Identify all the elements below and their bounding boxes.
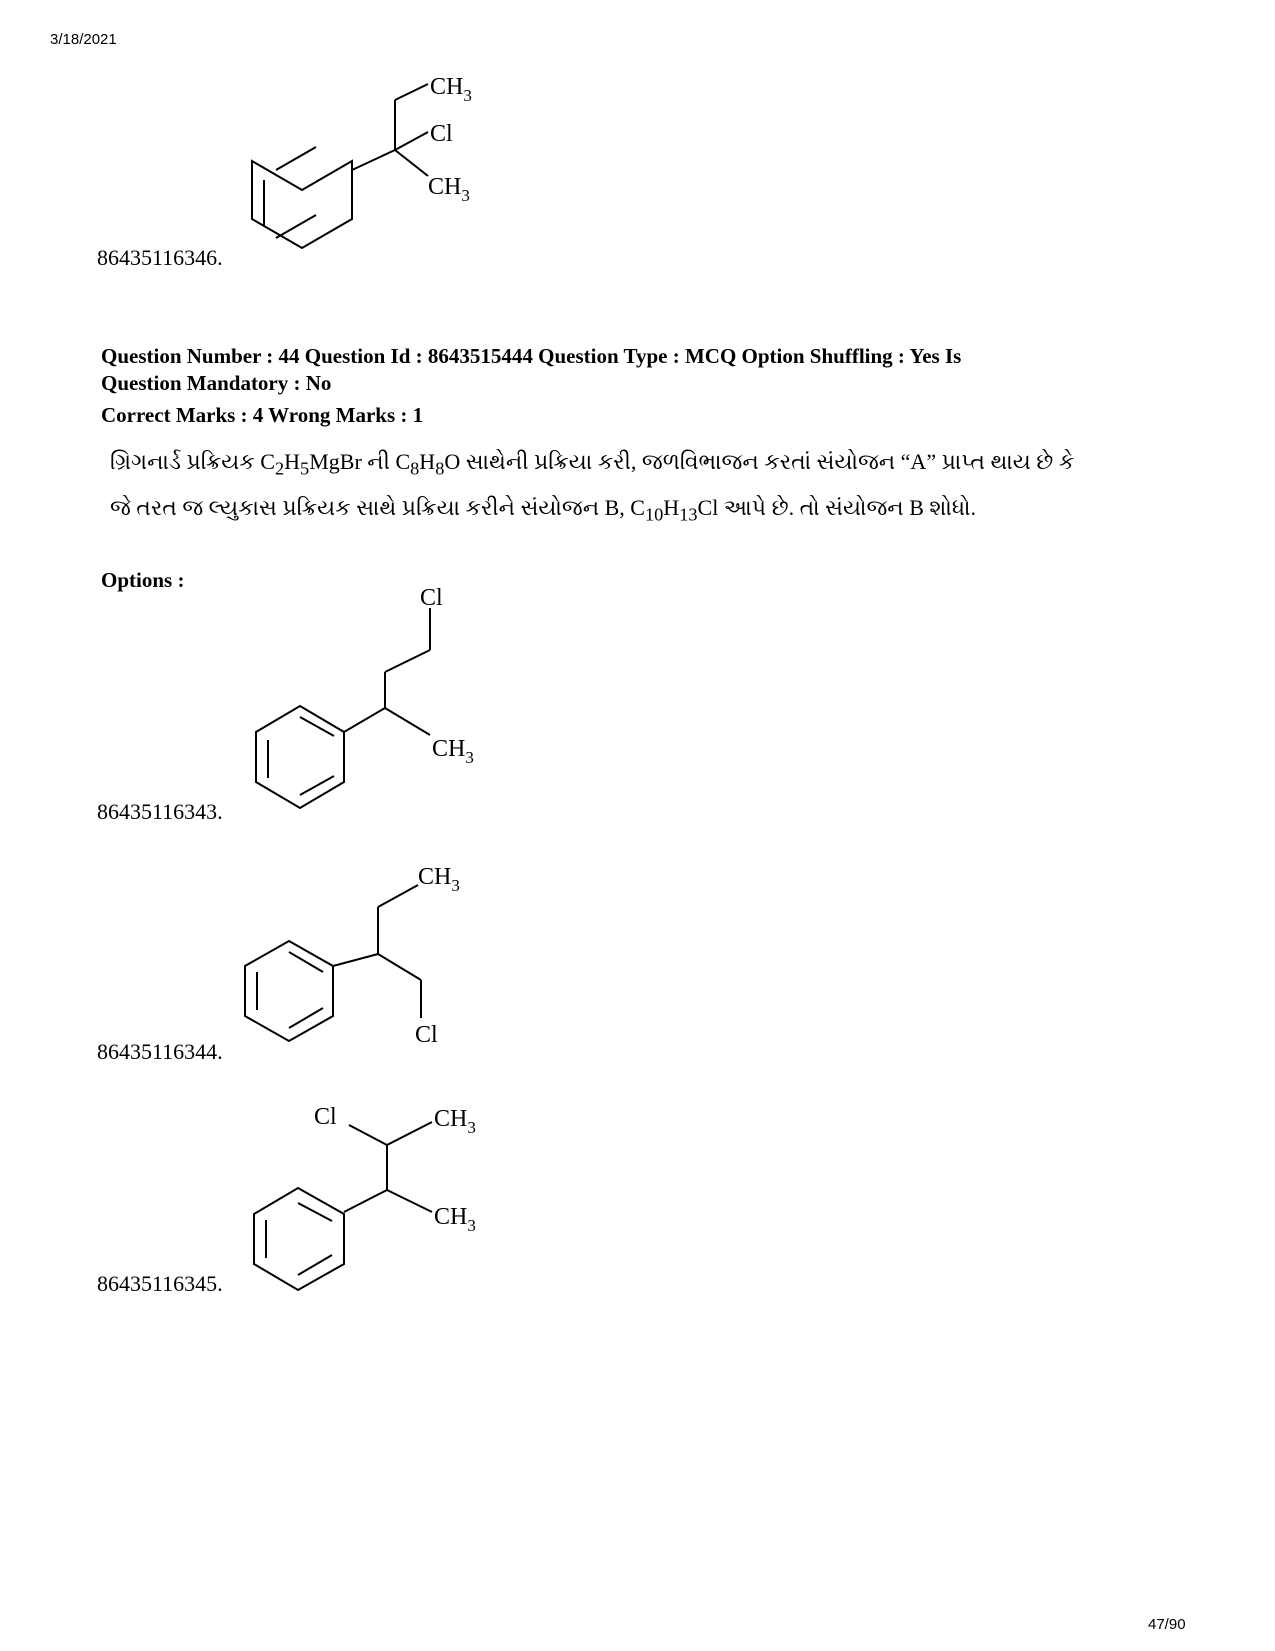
structure-option-2[interactable] <box>243 860 503 1050</box>
structure-option-1[interactable] <box>252 580 512 815</box>
bond <box>395 84 428 100</box>
bond <box>395 150 428 176</box>
option-id-3[interactable]: 86435116345. <box>97 1271 223 1296</box>
question-text-line2: જે તરત જ લ્યુકાસ પ્રક્રિયક સાથે પ્રક્રિયા કરીને સંયોજન B, $C_{10}H_{13}Cl$ આપે છે. તો સંયોજન B શોધો. <box>110 495 977 525</box>
svg-text:CH3: $CH_3$ <box>430 74 472 105</box>
bond <box>385 650 430 672</box>
svg-text:CH3: $CH_3$ <box>434 1204 476 1235</box>
bond <box>395 132 428 150</box>
bond <box>378 885 418 907</box>
bond <box>349 1125 387 1145</box>
bond <box>333 954 378 966</box>
benzene-ring <box>256 706 344 808</box>
svg-text:Cl: Cl <box>430 121 453 147</box>
bond <box>378 954 421 980</box>
svg-text:Cl: Cl <box>415 1022 438 1048</box>
option-id-2[interactable]: 86435116344. <box>97 1039 223 1064</box>
page-number: 47/90 <box>1148 1616 1186 1633</box>
question-marks: Correct Marks : 4 Wrong Marks : 1 <box>101 403 424 427</box>
bond <box>352 150 395 170</box>
bond <box>344 708 385 732</box>
svg-text:Cl: Cl <box>420 585 443 611</box>
question-meta-line2: Question Mandatory : No <box>101 371 332 395</box>
benzene-ring <box>245 941 333 1041</box>
bond <box>387 1190 432 1212</box>
bond <box>387 1122 432 1145</box>
print-date: 3/18/2021 <box>50 31 117 48</box>
option-id-prev: 86435116346. <box>97 245 223 270</box>
question-meta-line1: Question Number : 44 Question Id : 8643515444 Question Type : MCQ Option Shuffling : Yes Is <box>101 344 962 368</box>
svg-text:CH3: $CH_3$ <box>434 1106 476 1137</box>
bond <box>385 708 430 735</box>
structure-prev-option <box>250 70 510 260</box>
question-text-line1: ગ્રિગનાર્ડ પ્રક્રિયક $C_2H_5MgBr$ ની $C_8H_8O$ સાથેની પ્રક્રિયા કરી, જળવિભાજન કરતાં સંયોજન “A” પ્રાપ્ત થાય છે કે <box>110 449 1075 479</box>
options-label: Options : <box>101 568 185 592</box>
structure-option-3[interactable] <box>252 1100 512 1290</box>
benzene-ring <box>252 161 352 248</box>
svg-text:CH3: $CH_3$ <box>418 864 460 895</box>
option-id-1[interactable]: 86435116343. <box>97 799 223 824</box>
svg-text:CH3: $CH_3$ <box>432 736 474 767</box>
svg-text:CH3: $CH_3$ <box>428 174 470 205</box>
svg-text:Cl: Cl <box>314 1104 337 1130</box>
bond <box>344 1190 387 1212</box>
